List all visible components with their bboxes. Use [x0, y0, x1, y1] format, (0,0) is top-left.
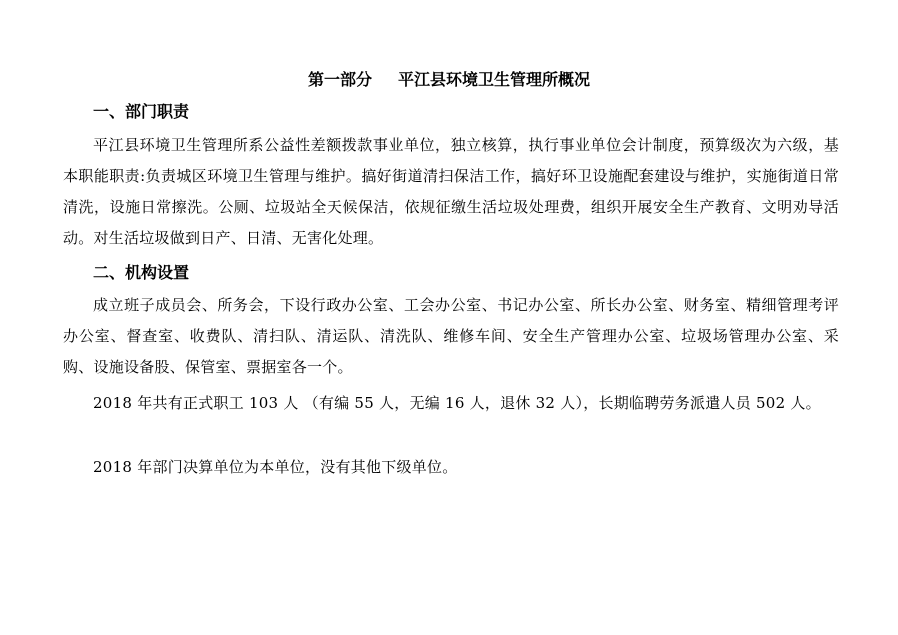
- paragraph-duties: 平江县环境卫生管理所系公益性差额拨款事业单位，独立核算，执行事业单位会计制度，预算级次为六级，基本职能职责:负责城区环境卫生管理与维护。搞好街道清扫保洁工作，搞好环卫设施配套建设与维护，实施街道日常清洗，设施日常擦洗。公厕、垃圾站全天候保洁，依规征缴生活垃圾处理费，组织开展安全生产教育、文明劝导活动。对生活垃圾做到日产、日清、无害化处理。: [63, 136, 839, 247]
- section-heading-duties: 一、部门职责: [93, 102, 190, 121]
- section-heading-organization: 二、机构设置: [93, 263, 190, 282]
- document-title: [0, 69, 898, 91]
- title-main-label: 平江县环境卫生管理所概况: [398, 70, 591, 89]
- paragraph-organization: 成立班子成员会、所务会，下设行政办公室、工会办公室、书记办公室、所长办公室、财务室、精细管理考评办公室、督查室、收费队、清扫队、清运队、清洗队、维修车间、安全生产管理办公室、垃圾场管理办公室、采购、设施设备股、保管室、票据室各一个。: [63, 296, 839, 376]
- paragraph-budget-units: 2018 年部门决算单位为本单位，没有其他下级单位。: [93, 458, 458, 476]
- title-part-label: 第一部分: [307, 70, 372, 89]
- paragraph-staffing: 2018 年共有正式职工 103 人 （有编 55 人，无编 16 人，退休 32 人），长期临聘劳务派遣人员 502 人。: [93, 394, 821, 412]
